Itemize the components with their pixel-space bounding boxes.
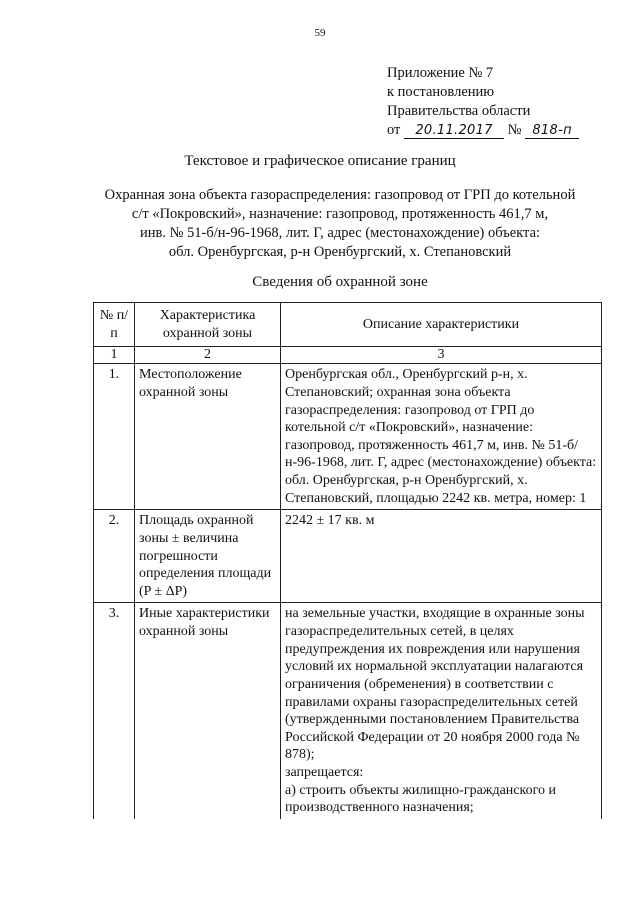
appendix-line-3: Правительства области: [387, 102, 531, 119]
row-number: 2.: [94, 510, 135, 603]
row-characteristic: Площадь охранной зоны ± величина погрешности определения площади (P ± ΔP): [135, 510, 281, 603]
table-header-row: [94, 303, 602, 347]
description-paragraph: запрещается:: [285, 765, 364, 781]
object-description-line: обл. Оренбургская, р-н Оренбургский, х. Степановский: [168, 243, 512, 260]
row-number: 3.: [94, 603, 135, 819]
description-paragraph: на земельные участки, входящие в охранные зоны газораспределительных сетей, в целях предупреждения их повреждения или нарушения условий их нормальной эксплуатации налагаются ограничения (обременения) в соответствии с правилами охраны газораспределительных сетей (утвержденными постановлением Правительства Российской Федерации от 20 ноября 2000 года № 878);: [285, 606, 585, 763]
number-prefix: №: [507, 121, 522, 138]
row-description: Оренбургская обл., Оренбургский р-н, х. Степановский; охранная зона объекта газораспределения: газопровод от ГРП до котельной с/т «Покровский», назначение: газопровод, протяженность 461,7 м, инв. № 51-б/н-96-1968, лит. Г, адрес (местонахождение) объекта: обл. Оренбургская, р-н Оренбургский, х. Степановский, площадью 2242 кв. метра, номер: 1: [281, 364, 602, 510]
column-index: 1: [94, 347, 135, 364]
appendix-line-1: Приложение № 7: [387, 65, 494, 81]
appendix-date-line: [387, 121, 607, 140]
appendix-line-2: к постановлению: [387, 83, 495, 100]
column-index-row: [94, 347, 602, 364]
date-prefix: от: [387, 121, 401, 138]
protection-zone-table: [93, 302, 602, 819]
description-paragraph: а) строить объекты жилищно-гражданского и производственного назначения;: [285, 782, 556, 816]
row-description: 2242 ± 17 кв. м: [281, 510, 602, 603]
header-description: Описание характеристики: [281, 303, 602, 347]
row-characteristic: Местоположение охранной зоны: [135, 364, 281, 510]
column-index: 2: [135, 347, 281, 364]
handwritten-date: 20.11.2017: [404, 124, 504, 139]
object-description-line: Охранная зона объекта газораспределения: газопровод от ГРП до котельной: [104, 187, 576, 203]
row-number: 1.: [94, 364, 135, 510]
header-num: № п/п: [94, 303, 135, 347]
table-row: [94, 364, 602, 510]
table-row: [94, 603, 602, 819]
object-description-line: с/т «Покровский», назначение: газопровод, протяженность 461,7 м,: [131, 205, 549, 222]
handwritten-number: 818-п: [525, 124, 579, 139]
page-number: 59: [314, 27, 326, 39]
object-description-line: инв. № 51-б/н-96-1968, лит. Г, адрес (местонахождение) объекта:: [139, 224, 541, 241]
document-title: Текстовое и графическое описание границ: [184, 153, 456, 169]
table-row: [94, 510, 602, 603]
row-characteristic: Иные характеристики охранной зоны: [135, 603, 281, 819]
object-description: [90, 186, 590, 261]
row-description: [281, 603, 602, 819]
section-title: Сведения об охранной зоне: [252, 274, 428, 290]
appendix-header: [387, 64, 607, 139]
column-index: 3: [281, 347, 602, 364]
header-characteristic: Характеристика охранной зоны: [135, 303, 281, 347]
